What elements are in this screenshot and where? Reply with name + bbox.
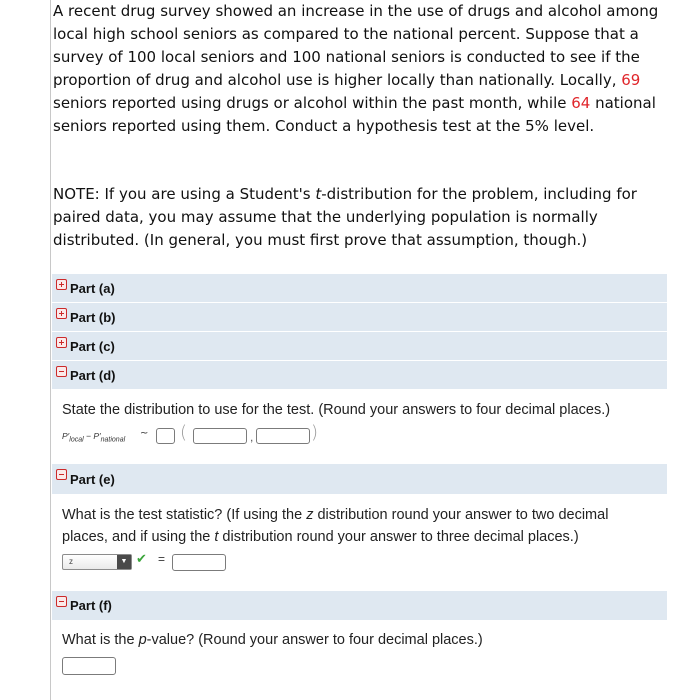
- national-count: 64: [571, 94, 591, 112]
- expand-icon[interactable]: [56, 308, 67, 319]
- dropdown-value: z: [69, 557, 73, 566]
- part-c-label: Part (c): [70, 338, 115, 354]
- intro-text: A recent drug survey showed an increase in the use of drugs and alcohol among local high school seniors as compared to the national percent. Suppose that a survey of 100 local seniors and 100 national seniors is conducted to see if the proportion of drug and alcohol use is higher locally than nationally. Locally,: [53, 2, 659, 89]
- open-paren: (: [180, 422, 188, 443]
- comma: ,: [250, 430, 254, 444]
- distribution-mean-input[interactable]: [193, 428, 247, 444]
- problem-statement: [53, 0, 673, 138]
- part-d-header[interactable]: [52, 361, 667, 389]
- collapse-icon[interactable]: [56, 469, 67, 480]
- collapse-icon[interactable]: [56, 366, 67, 377]
- part-b-header[interactable]: [52, 303, 667, 331]
- intro-text: seniors reported using drugs or alcohol within the past month, while: [53, 94, 572, 112]
- intro-text: national seniors reported using them. Conduct a hypothesis test at the 5% level.: [53, 94, 656, 135]
- part-d-question: State the distribution to use for the test. (Round your answers to four decimal places.): [62, 402, 611, 418]
- part-c-header[interactable]: [52, 332, 667, 360]
- distribution-label: $P'_{local} - P'_{national}$: [62, 431, 126, 444]
- expand-icon[interactable]: [56, 279, 67, 290]
- close-paren: ): [311, 422, 319, 443]
- collapse-icon[interactable]: [56, 596, 67, 607]
- local-count: 69: [621, 71, 641, 89]
- part-a-header[interactable]: [52, 274, 667, 302]
- part-d-label: Part (d): [70, 367, 116, 383]
- part-e-header[interactable]: [52, 464, 667, 494]
- part-f-header[interactable]: [52, 591, 667, 620]
- equals-sign: =: [158, 552, 166, 566]
- note-text: -distribution for the problem, including for paired data, you may assume that the underlying population is normally distributed. (In general, you must first prove that assumption, though.): [53, 185, 637, 249]
- p-value-input[interactable]: [62, 657, 116, 675]
- distribution-type-input[interactable]: [156, 428, 175, 444]
- part-e-label: Part (e): [70, 471, 115, 487]
- tilde-symbol: ~: [140, 428, 149, 439]
- part-f-label: Part (f): [70, 598, 112, 613]
- left-border: [50, 0, 51, 700]
- dropdown-arrow-icon[interactable]: ▼: [117, 555, 131, 569]
- distribution-dropdown[interactable]: [62, 554, 132, 570]
- expand-icon[interactable]: [56, 337, 67, 348]
- part-e-question: What is the test statistic? (If using the z distribution round your answer to two decimal places, and if using the t distribution round your answer to three decimal places.): [62, 507, 609, 545]
- distribution-sd-input[interactable]: [256, 428, 310, 444]
- note-t: t: [315, 185, 322, 203]
- check-icon: ✔: [136, 552, 147, 567]
- test-statistic-input[interactable]: [172, 554, 226, 571]
- note-text: NOTE: If you are using a Student's: [53, 185, 316, 203]
- part-b-label: Part (b): [70, 309, 116, 325]
- note-paragraph: [53, 183, 673, 252]
- part-f-question: What is the p-value? (Round your answer to four decimal places.): [62, 632, 483, 648]
- part-a-label: Part (a): [70, 280, 115, 296]
